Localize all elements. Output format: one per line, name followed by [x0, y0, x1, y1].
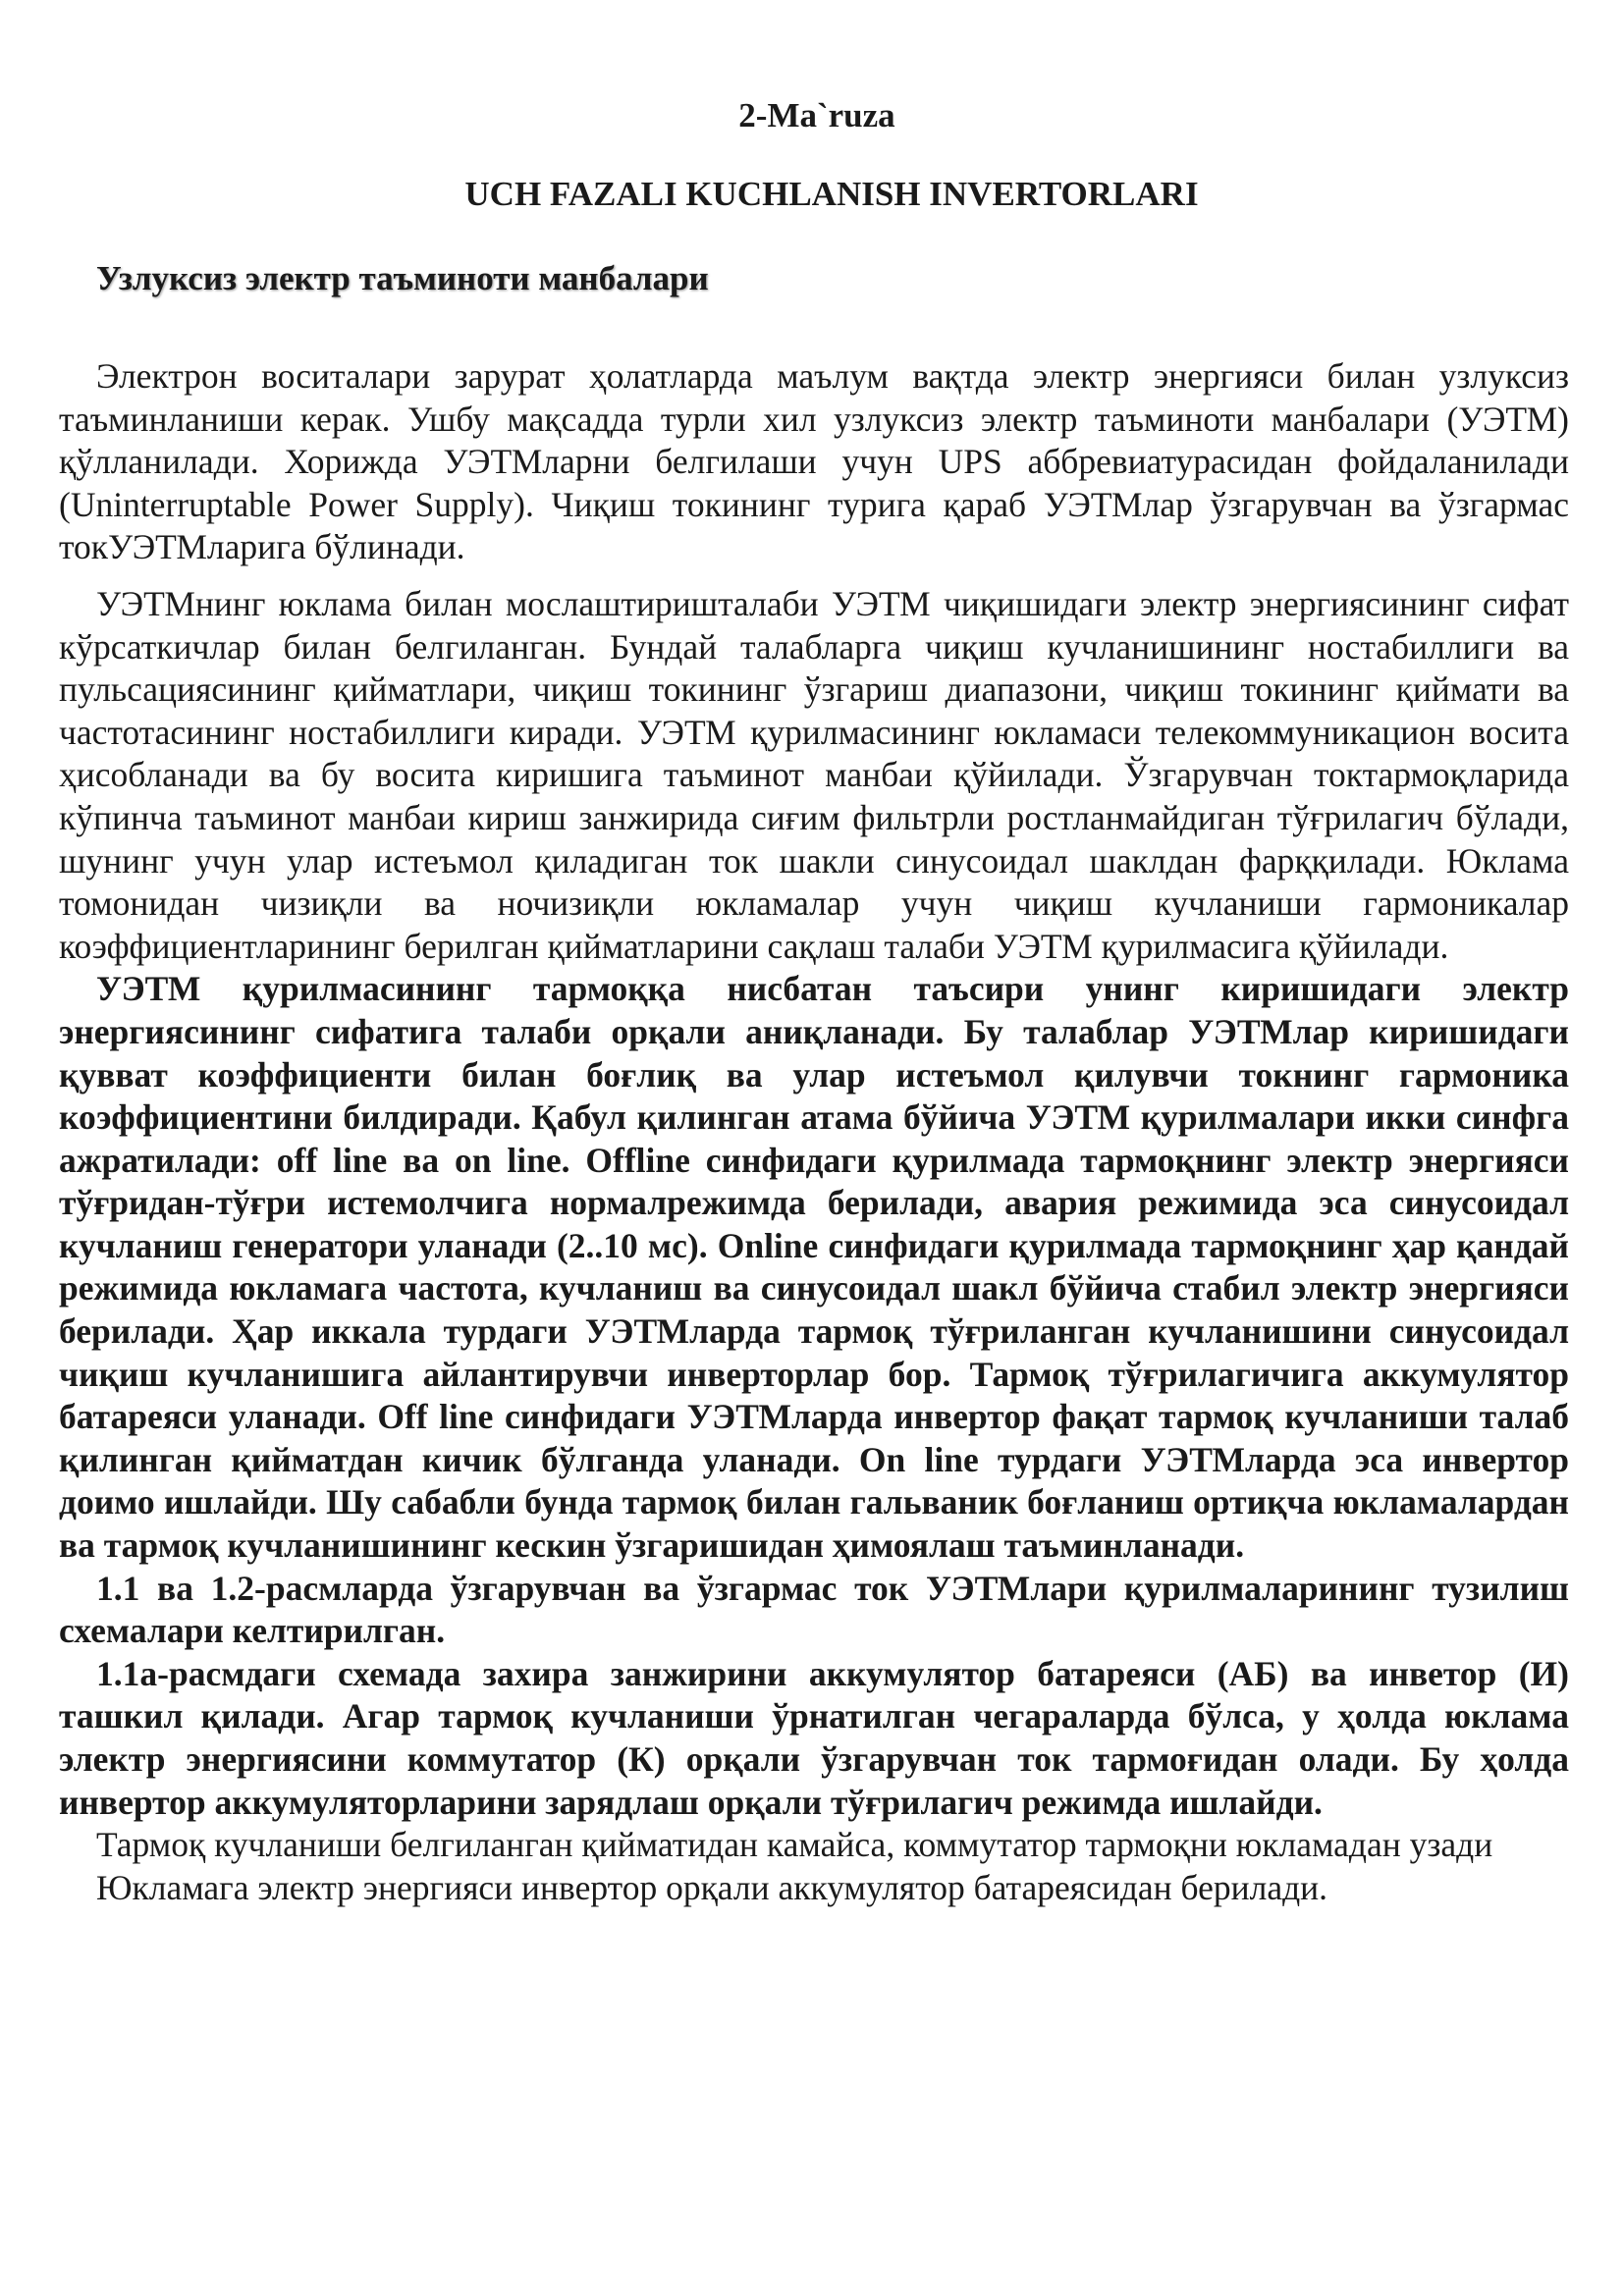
paragraph-figure-reference: 1.1 ва 1.2-расмларда ўзгарувчан ва ўзгармас ток УЭТМлари қурилмаларининг тузилиш схемалари келтирилган.	[59, 1568, 1569, 1651]
section-heading: Узлуксиз электр таъминоти манбалари	[96, 259, 709, 297]
document-body	[59, 355, 1569, 1909]
page-title: UCH FAZALI KUCHLANISH INVERTORLARI	[464, 175, 1199, 213]
lecture-number: 2-Ma`ruza	[738, 96, 895, 134]
paragraph-ups-intro: Электрон воситалари зарурат ҳолатларда маълум вақтда электр энергияси билан узлуксиз таъминланиши керак. Ушбу мақсадда турли хил узлуксиз электр таъминоти манбалари (УЭТМ) қўлланилади. Хорижда УЭТМларни белгилаши учун UPS аббревиатурасидан фойдаланилади (Uninterruptable Power Supply). Чиқиш токининг турига қараб УЭТМлар ўзгарувчан ва ўзгармас токУЭТМларига бўлинади.	[59, 356, 1569, 567]
paragraph-scheme-description: 1.1а-расмдаги схемада захира занжирини аккумулятор батареяси (АБ) ва инветор (И) ташкил қилади. Агар тармоқ кучланиши ўрнатилган чегараларда бўлса, у ҳолда юклама электр энергиясини коммутатор (К) орқали ўзгарувчан ток тармоғидан олади. Бу ҳолда инвертор аккумуляторларини зарядлаш орқали тўғрилагич режимда ишлайди.	[59, 1653, 1569, 1822]
paragraph-battery-supply: Юкламага электр энергияси инвертор орқали аккумулятор батареясидан берилади.	[96, 1867, 1328, 1907]
paragraph-switch-disconnect: Тармоқ кучланиши белгиланган қийматидан камайса, коммутатор тармоқни юкламадан узади	[96, 1825, 1493, 1865]
paragraph-network-influence: УЭТМ қурилмасининг тармоққа нисбатан таъсири унинг киришидаги электр энергиясининг сифатига талаби орқали аниқланади. Бу талаблар УЭТМлар киришидаги қувват коэффициенти билан боғлиқ ва улар истеъмол қилувчи токнинг гармоника коэффициентини билдиради. Қабул қилинган атама бўйича УЭТМ қурилмалари икки синфга ажратилади: off line ва on line. Offline синфидаги қурилмада тармоқнинг электр энергияси тўғридан-тўғри истемолчига нормалрежимда берилади, авария режимида эса синусоидал кучланиш генератори уланади (2..10 мс). Online синфидаги қурилмада тармоқнинг ҳар қандай режимида юкламага частота, кучланиш ва синусоидал шакл бўйича стабил электр энергияси берилади. Ҳар иккала турдаги УЭТМларда тармоқ тўғриланган кучланишини синусоидал чиқиш кучланишига айлантирувчи инверторлар бор. Тармоқ тўғрилагичига аккумулятор батареяси уланади. Off line синфидаги УЭТМларда инвертор фақат тармоқ кучланиши талаб қилинган қийматдан кичик бўлганда уланади. On line турдаги УЭТМларда эса инвертор доимо ишлайди. Шу сабабли бунда тармоқ билан гальваник боғланиш ортиқча юкламалардан ва тармоқ кучланишининг кескин ўзгаришидан ҳимоялаш таъминланади.	[59, 969, 1569, 1566]
paragraph-load-requirements: УЭТМнинг юклама билан мослаштиришталаби УЭТМ чиқишидаги электр энергиясининг сифат кўрсаткичлар билан белгиланган. Бундай талабларга чиқиш кучланишининг ностабиллиги ва пульсациясининг қийматлари, чиқиш токининг ўзгариш диапазони, чиқиш токининг қиймати ва частотасининг ностабиллиги киради. УЭТМ қурилмасининг юкламаси телекоммуникацион восита ҳисобланади ва бу восита киришига таъминот манбаи қўйилади. Ўзгарувчан токтармоқларида кўпинча таъминот манбаи кириш занжирида сиғим фильтрли ростланмайдиган тўғрилагич бўлади, шунинг учун улар истеъмол қиладиган ток шакли синусоидал шаклдан фарққилади. Юклама томонидан чизиқли ва ночизиқли юкламалар учун чиқиш кучланиши гармоникалар коэффициентларининг берилган қийматларини сақлаш талаби УЭТМ қурилмасига қўйилади.	[59, 583, 1569, 966]
